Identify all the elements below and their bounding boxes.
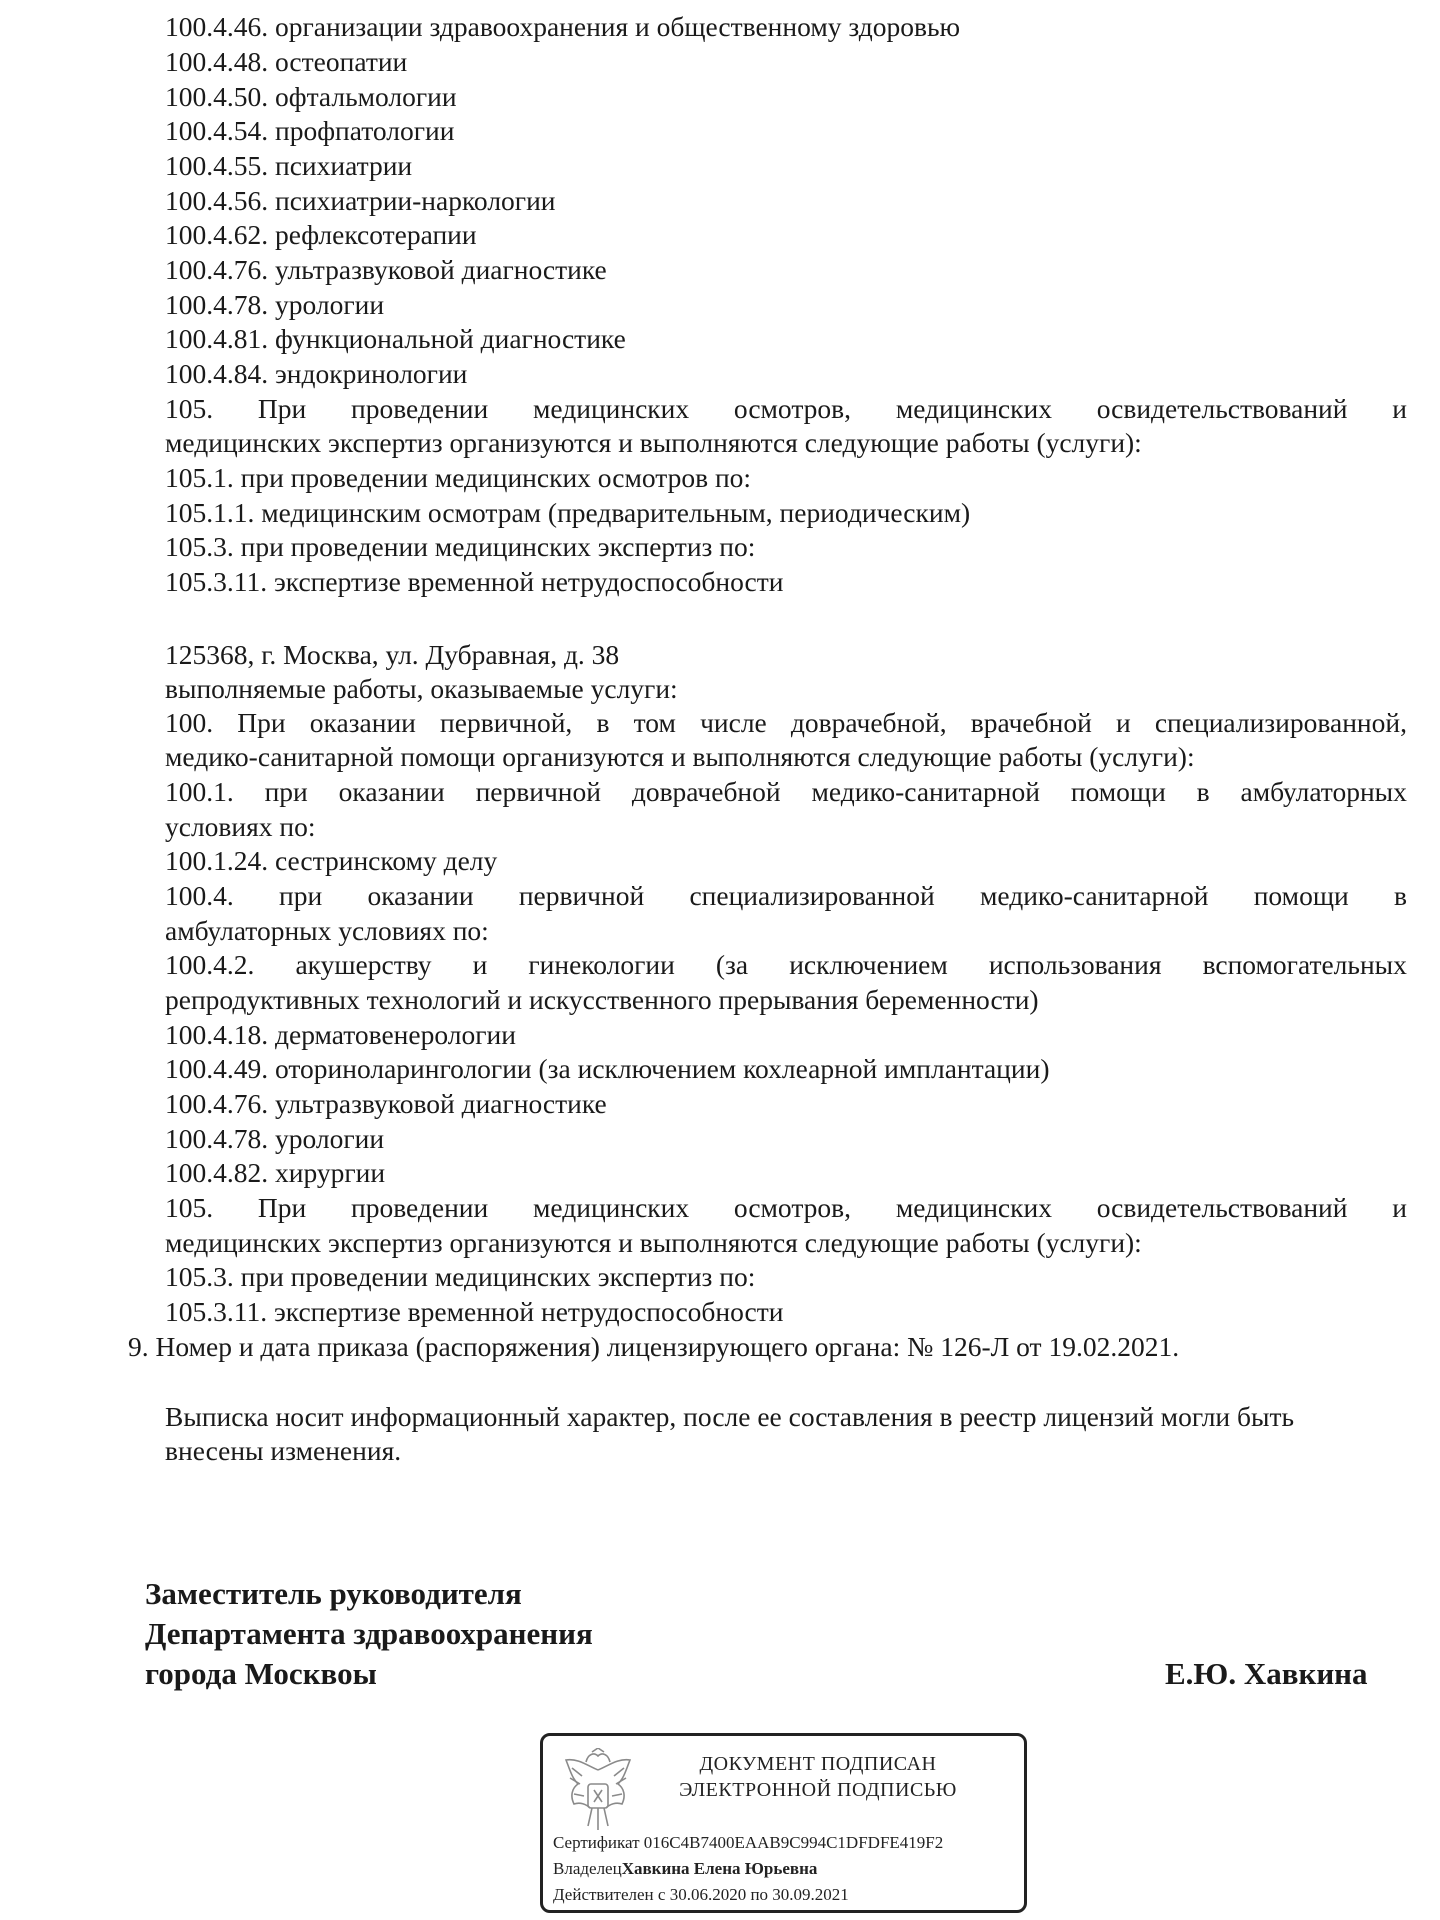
word: том: [633, 707, 676, 738]
word: амбулаторных: [1240, 776, 1407, 807]
signer-name: Е.Ю. Хавкина: [1165, 1656, 1368, 1691]
certificate-value: 016C4B7400EAAB9C994C1DFDFE419F2: [643, 1833, 944, 1852]
word: медико-санитарной: [811, 776, 1040, 807]
stamp-heading-line1: ДОКУМЕНТ ПОДПИСАН: [699, 1753, 937, 1775]
paragraph-105-line2: медицинских экспертиз организуются и выполняются следующие работы (услуги):: [165, 427, 1142, 458]
word: при: [264, 776, 308, 807]
word: в: [1196, 776, 1210, 807]
owner-label: Владелец: [553, 1859, 622, 1878]
paragraph-100-4-2-line2: репродуктивных технологий и искусственного прерывания беременности): [165, 984, 1039, 1015]
word: помощи: [1070, 776, 1166, 807]
word: оказании: [367, 880, 474, 911]
list-item: 100.4.18. дерматовенерологии: [165, 1019, 516, 1050]
signer-title-line1: Заместитель руководителя: [145, 1576, 522, 1611]
list-item: 105.3. при проведении медицинских экспертиз по:: [165, 1261, 756, 1292]
word: 100.4.2.: [165, 949, 255, 980]
paragraph-100-4-line2: амбулаторных условиях по:: [165, 915, 489, 946]
paragraph-100-4-2-line1: [165, 948, 1407, 982]
owner-value: Хавкина Елена Юрьевна: [621, 1859, 818, 1878]
word: проведении: [350, 1192, 489, 1223]
word: доврачебной: [631, 776, 781, 807]
list-item: 100.4.49. оториноларингологии (за исключением кохлеарной имплантации): [165, 1053, 1050, 1084]
word: освидетельствований: [1096, 393, 1348, 424]
word: медицинских: [895, 393, 1052, 424]
coat-of-arms-icon: [558, 1748, 638, 1838]
word: При: [237, 707, 286, 738]
word: 105.: [165, 1192, 214, 1223]
order-line: 9. Номер и дата приказа (распоряжения) лицензирующего органа: № 126-Л от 19.02.2021.: [128, 1331, 1180, 1362]
paragraph-105-line2: медицинских экспертиз организуются и выполняются следующие работы (услуги):: [165, 1227, 1142, 1258]
stamp-owner: [553, 1858, 817, 1880]
word: в: [596, 707, 610, 738]
word: 100.1.: [165, 776, 234, 807]
word: и: [1115, 707, 1131, 738]
list-item: 100.4.55. психиатрии: [165, 150, 413, 181]
word: гинекологии: [528, 949, 675, 980]
list-item: 100.4.78. урологии: [165, 289, 385, 320]
list-item: 100.4.62. рефлексотерапии: [165, 219, 477, 250]
list-item: 105.3.11. экспертизе временной нетрудоспособности: [165, 1296, 784, 1327]
paragraph-100-1-line2: условиях по:: [165, 811, 316, 842]
stamp-heading-line2: ЭЛЕКТРОННОЙ ПОДПИСЬЮ: [679, 1779, 957, 1801]
word: При: [257, 393, 307, 424]
word: медицинских: [532, 393, 690, 424]
word: акушерству: [295, 949, 432, 980]
word: оказании: [338, 776, 445, 807]
word: специализированной: [689, 880, 935, 911]
list-item: 100.4.76. ультразвуковой диагностике: [165, 1088, 607, 1119]
word: вспомогательных: [1202, 949, 1407, 980]
word: использования: [988, 949, 1162, 980]
paragraph-100-line2: медико-санитарной помощи организуются и выполняются следующие работы (услуги):: [165, 741, 1195, 772]
word: исключением: [789, 949, 948, 980]
word: медицинских: [532, 1192, 690, 1223]
word: первичной: [518, 880, 645, 911]
word: и: [1392, 1192, 1407, 1223]
list-item: 100.4.81. функциональной диагностике: [165, 323, 626, 354]
word: в: [1393, 880, 1407, 911]
word: первичной: [475, 776, 601, 807]
word: доврачебной,: [790, 707, 947, 738]
word: 100.4.: [165, 880, 234, 911]
word: осмотров,: [733, 1192, 852, 1223]
list-item: 100.4.56. психиатрии-наркологии: [165, 185, 556, 216]
word: проведении: [350, 393, 489, 424]
word: и: [472, 949, 488, 980]
word: (за: [715, 949, 749, 980]
word: осмотров,: [733, 393, 852, 424]
list-item: 100.1.24. сестринскому делу: [165, 845, 498, 876]
list-item: 100.4.54. профпатологии: [165, 115, 455, 146]
stamp-validity: Действителен с 30.06.2020 по 30.09.2021: [553, 1885, 849, 1904]
list-item: 100.4.78. урологии: [165, 1123, 385, 1154]
list-item: 105.3. при проведении медицинских экспертиз по:: [165, 531, 756, 562]
address: 125368, г. Москва, ул. Дубравная, д. 38: [165, 639, 620, 670]
works-label: выполняемые работы, оказываемые услуги:: [165, 673, 678, 704]
word: 105.: [165, 393, 214, 424]
stamp-certificate: [553, 1832, 943, 1854]
list-item: 105.1.1. медицинским осмотрам (предварительным, периодическим): [165, 497, 971, 528]
word: оказании: [309, 707, 416, 738]
word: числе: [700, 707, 767, 738]
paragraph-100-line1: [165, 706, 1407, 740]
electronic-signature-stamp: [540, 1733, 1027, 1913]
word: 100.: [165, 707, 214, 738]
list-item: 100.4.82. хирургии: [165, 1157, 386, 1188]
certificate-label: Сертификат: [553, 1833, 640, 1852]
word: помощи: [1253, 880, 1349, 911]
list-item: 100.4.76. ультразвуковой диагностике: [165, 254, 607, 285]
note-line1: Выписка носит информационный характер, после ее составления в реестр лицензий могли быть: [165, 1401, 1295, 1432]
paragraph-105-line1: [165, 392, 1407, 426]
word: медико-санитарной: [979, 880, 1209, 911]
paragraph-105-line1: [165, 1191, 1407, 1225]
word: и: [1392, 393, 1407, 424]
list-item: 100.4.50. офтальмологии: [165, 81, 457, 112]
note-line2: внесены изменения.: [165, 1435, 402, 1466]
paragraph-100-1-line1: [165, 775, 1407, 809]
word: специализированной,: [1154, 707, 1407, 738]
list-item: 100.4.84. эндокринологии: [165, 358, 468, 389]
list-item: 100.4.46. организации здравоохранения и общественному здоровью: [165, 11, 961, 42]
word: первичной,: [440, 707, 573, 738]
list-item: 105.3.11. экспертизе временной нетрудоспособности: [165, 566, 784, 597]
word: При: [257, 1192, 307, 1223]
word: освидетельствований: [1096, 1192, 1348, 1223]
signer-title-line2: Департамента здравоохранения: [145, 1616, 593, 1651]
word: врачебной: [970, 707, 1092, 738]
list-item: 105.1. при проведении медицинских осмотров по:: [165, 462, 752, 493]
word: медицинских: [895, 1192, 1052, 1223]
list-item: 100.4.48. остеопатии: [165, 46, 408, 77]
paragraph-100-4-line1: [165, 879, 1407, 913]
signer-title-line3: города Москвоы: [145, 1656, 377, 1691]
word: при: [279, 880, 323, 911]
